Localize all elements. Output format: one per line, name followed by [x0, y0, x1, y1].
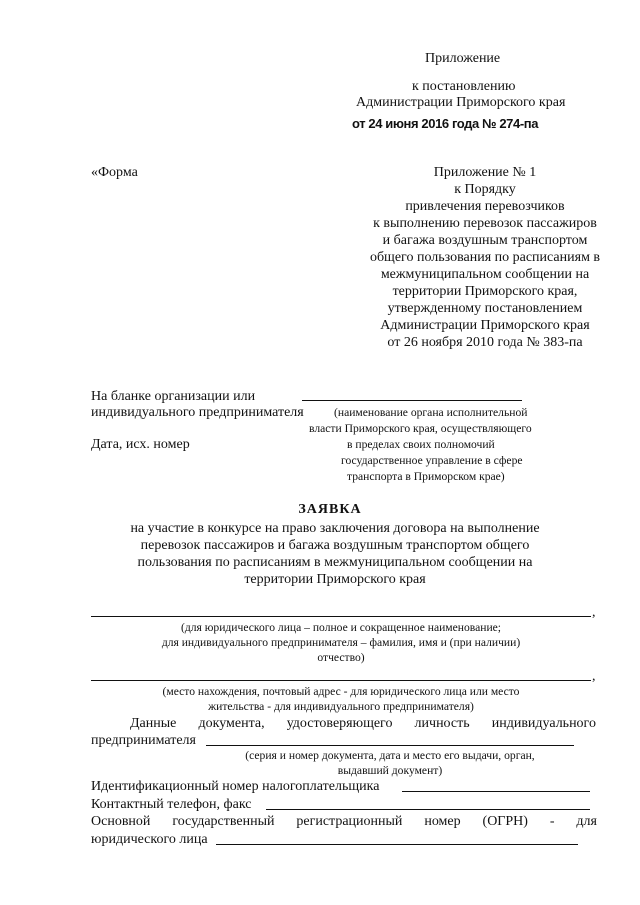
header-appendix: Приложение [425, 51, 501, 66]
id-doc-hint-line: выдавший документ) [337, 764, 443, 777]
appendix1-block [330, 164, 640, 351]
recipient-note-5: транспорта в Приморском крае) [347, 470, 505, 483]
appendix1-line: общего пользования по расписаниям в [369, 250, 601, 265]
header-administration: Администрации Приморского края [356, 95, 566, 110]
subtitle-line: перевозок пассажиров и багажа воздушным транспортом общего [140, 538, 530, 553]
ogrn-blank-line[interactable] [216, 844, 578, 845]
ogrn-word: номер [424, 814, 461, 829]
id-doc-blank-line[interactable] [206, 745, 574, 746]
letterhead-line2: индивидуального предпринимателя [91, 405, 304, 420]
ogrn-word: (ОГРН) [482, 814, 528, 829]
address-hint-line: жительства - для индивидуального предпринимателя) [208, 700, 474, 713]
name-hint-line: отчество) [317, 651, 365, 664]
inn-blank-line[interactable] [402, 791, 590, 792]
name-hint-line: для индивидуального предпринимателя – фамилия, имя и (при наличии) [161, 636, 521, 649]
ogrn-word: для [576, 814, 597, 829]
recipient-note-1: (наименование органа исполнительной [334, 406, 528, 419]
name-blank-line[interactable] [91, 616, 591, 617]
letterhead-line1: На бланке организации или [91, 389, 256, 404]
ogrn-word: государственный [172, 814, 275, 829]
subtitle-line: пользования по расписаниям в межмуниципальном сообщении на [137, 555, 533, 570]
appendix1-line: привлечения перевозчиков [405, 199, 565, 214]
id-doc-hint [206, 748, 574, 778]
name-hint-line: (для юридического лица – полное и сокращенное наименование; [180, 621, 502, 634]
appendix1-line: от 26 ноября 2010 года № 383-па [387, 335, 583, 350]
ogrn-label [91, 813, 597, 830]
recipient-note-3: в пределах своих полномочий [347, 438, 495, 451]
ogrn-word: регистрационный [296, 814, 403, 829]
appendix1-line: утвержденному постановлением [387, 301, 583, 316]
ogrn-word: Основной [91, 814, 151, 829]
inn-label: Идентификационный номер налогоплательщика [91, 779, 380, 794]
name-comma: , [592, 605, 596, 620]
subtitle-line: на участие в конкурсе на право заключения договора на выполнение [130, 521, 540, 536]
appendix1-line: и багажа воздушным транспортом [382, 233, 588, 248]
address-comma: , [592, 669, 596, 684]
subtitle-line: территории Приморского края [244, 572, 426, 587]
address-hint-line: (место нахождения, почтовый адрес - для юридического лица или место [162, 685, 520, 698]
appendix1-line: межмуниципальном сообщении на [380, 267, 590, 282]
id-doc-hint-line: (серия и номер документа, дата и место его выдачи, орган, [245, 749, 535, 762]
name-hint [91, 620, 591, 665]
letterhead-date-number: Дата, исх. номер [91, 437, 190, 452]
ogrn-word: - [549, 814, 555, 829]
appendix1-line: к выполнению перевозок пассажиров [373, 216, 597, 231]
phone-blank-line[interactable] [266, 809, 590, 810]
appendix1-line: к Порядку [454, 182, 516, 197]
id-doc-word: индивидуального [491, 716, 596, 731]
id-doc-word: удостоверяющего [286, 716, 393, 731]
id-doc-label-line2: предпринимателя [91, 733, 196, 748]
recipient-blank-line[interactable] [302, 400, 522, 401]
appendix1-line: Приложение № 1 [433, 165, 537, 180]
form-label: «Форма [91, 165, 138, 180]
id-doc-word: личность [414, 716, 470, 731]
ogrn-label-line2: юридического лица [91, 832, 208, 847]
application-title: ЗАЯВКА [298, 502, 362, 517]
header-date-stamp: от 24 июня 2016 года № 274-па [352, 116, 539, 131]
id-doc-word: документа, [198, 716, 265, 731]
appendix1-line: Администрации Приморского края [380, 318, 590, 333]
recipient-note-2: власти Приморского края, осуществляющего [309, 422, 532, 435]
application-subtitle [80, 520, 590, 588]
header-to-resolution: к постановлению [412, 79, 516, 94]
id-doc-word: Данные [130, 716, 177, 731]
id-doc-label [130, 715, 596, 732]
phone-label: Контактный телефон, факс [91, 797, 252, 812]
address-hint [91, 684, 591, 714]
recipient-note-4: государственное управление в сфере [341, 454, 523, 467]
address-blank-line[interactable] [91, 680, 591, 681]
appendix1-line: территории Приморского края, [392, 284, 578, 299]
